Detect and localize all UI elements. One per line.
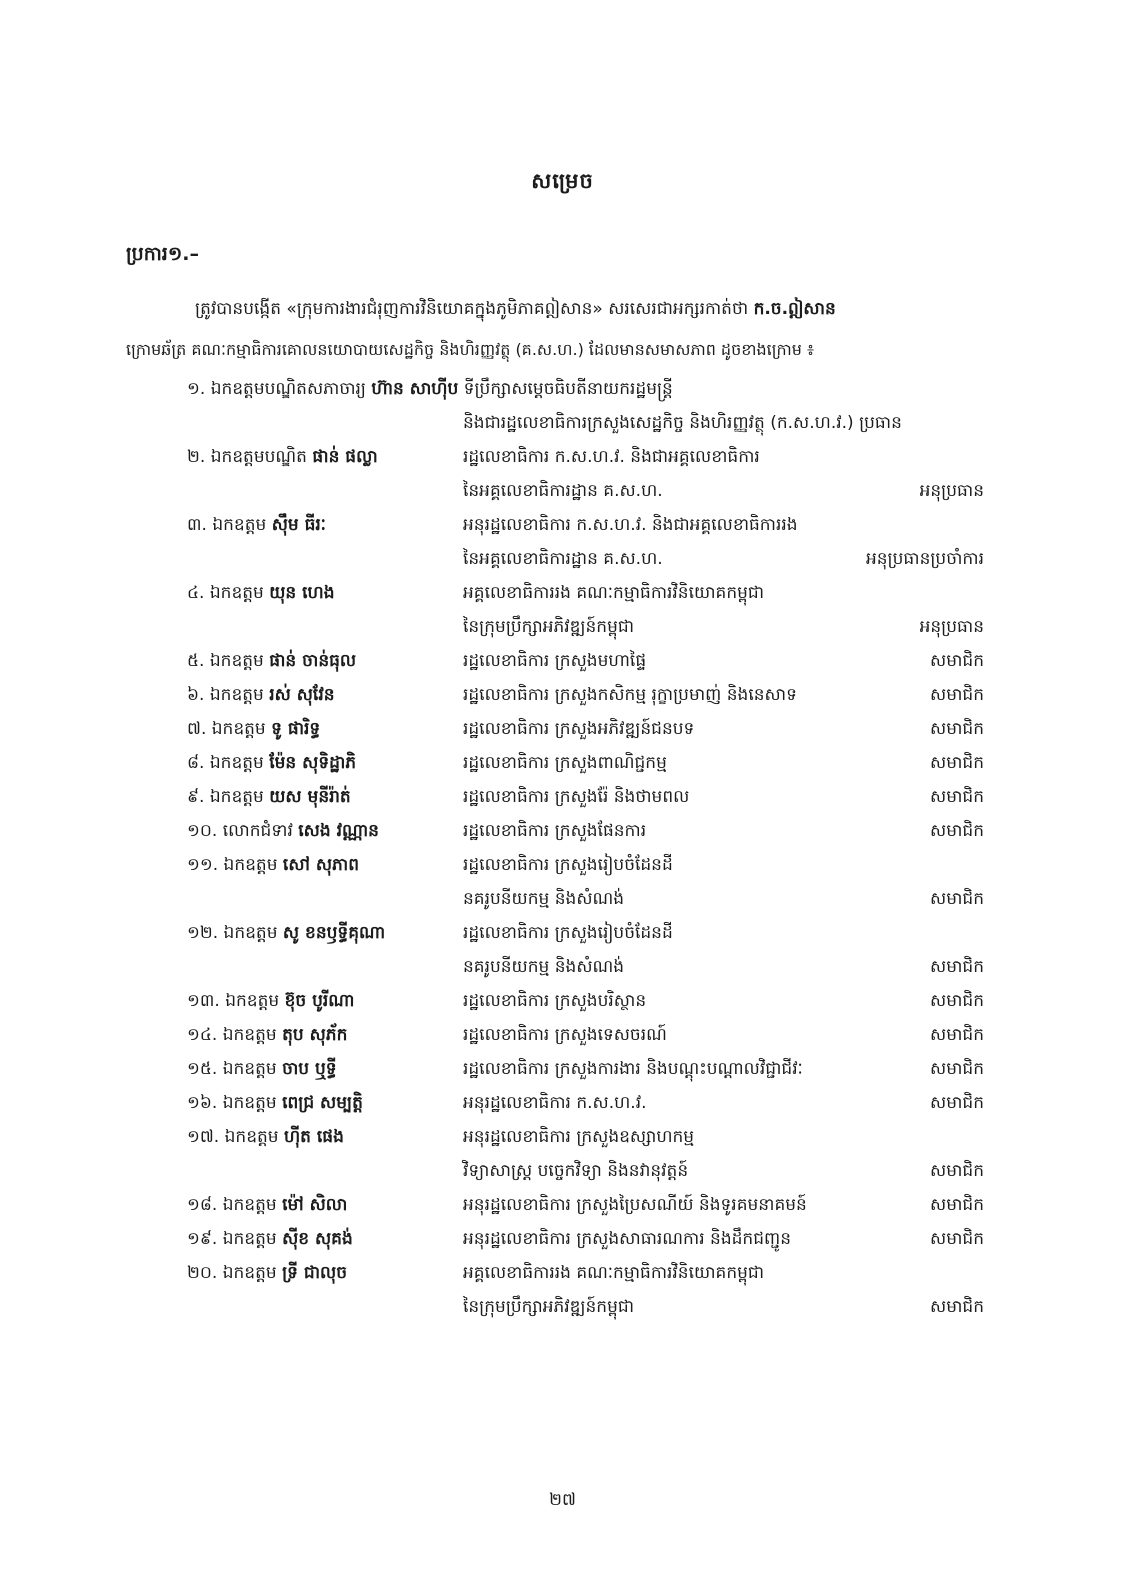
intro-abbreviation: ក.ច.ឦសាន	[753, 299, 836, 319]
member-row	[0, 1256, 1125, 1290]
member-row-continued	[0, 882, 1125, 916]
member-row-continued	[0, 406, 1125, 440]
member-row	[0, 814, 1125, 848]
member-title: ឯកឧត្តម	[209, 583, 264, 603]
member-title: ឯកឧត្តម	[209, 787, 264, 807]
member-row	[0, 712, 1125, 746]
member-title: លោកជំទាវ	[222, 821, 293, 841]
member-name: ផាន់ ផល្លា	[312, 447, 378, 467]
member-position: រដ្ឋលេខាធិការ ក្រសួងអភិវឌ្ឍន៍ជនបទ	[463, 719, 695, 739]
member-title: ឯកឧត្តម	[209, 651, 264, 671]
member-role: សមាជិក	[930, 1059, 984, 1079]
member-number: ៦.	[187, 685, 205, 705]
member-heading	[187, 372, 673, 406]
member-role: សមាជិក	[930, 821, 984, 841]
member-name: ស៊ីខ សុគង់	[282, 1229, 353, 1249]
member-heading	[187, 984, 354, 1018]
member-position: រដ្ឋលេខាធិការ ក្រសួងទេសចរណ៍	[463, 1025, 667, 1045]
member-row-continued	[0, 610, 1125, 644]
member-position: រដ្ឋលេខាធិការ ក្រសួងរៀបចំដែនដី	[463, 855, 673, 875]
member-name: ហ៊ាន សាហ៊ីប	[371, 379, 459, 399]
member-number: ១២.	[187, 923, 219, 943]
member-position: រដ្ឋលេខាធិការ ក្រសួងមហាផ្ទៃ	[463, 651, 647, 671]
member-name: យុន ហេង	[269, 583, 335, 603]
member-heading	[187, 1120, 344, 1154]
member-heading	[187, 746, 356, 780]
member-title: ឯកឧត្តម	[222, 1229, 277, 1249]
member-position: អនុរដ្ឋលេខាធិការ ក.ស.ហ.វ.	[463, 1093, 647, 1113]
member-role: អនុប្រធានប្រចាំការ	[865, 549, 984, 569]
member-heading	[187, 678, 335, 712]
member-row	[0, 644, 1125, 678]
member-role: សមាជិក	[930, 1161, 984, 1181]
member-row-continued	[0, 1154, 1125, 1188]
member-name: ទូ ផារិទ្ធ	[271, 719, 321, 739]
member-heading	[187, 712, 320, 746]
member-row	[0, 1222, 1125, 1256]
member-number: ២.	[187, 447, 206, 467]
member-row	[0, 984, 1125, 1018]
member-heading	[187, 1052, 337, 1086]
member-row-continued	[0, 950, 1125, 984]
member-number: ២០.	[187, 1263, 218, 1283]
member-title: ឯកឧត្តម	[225, 991, 280, 1011]
member-title: ឯកឧត្តម	[223, 855, 278, 875]
member-position: អគ្គលេខាធិការរង គណៈកម្មាធិការវិនិយោគកម្ពុជា	[463, 583, 765, 603]
member-row	[0, 746, 1125, 780]
member-heading	[187, 916, 385, 950]
member-number: ១៥.	[187, 1059, 218, 1079]
member-role: សមាជិក	[930, 719, 984, 739]
member-position-continued: វិទ្យាសាស្ត្រ បច្ចេកវិទ្យា និងនវានុវត្តន៍	[463, 1161, 689, 1181]
member-number: ៧.	[187, 719, 207, 739]
member-heading	[187, 848, 359, 882]
member-name: រស់ សុវែន	[269, 685, 335, 705]
member-position-continued: នៃអគ្គលេខាធិការដ្ឋាន គ.ស.ហ.	[463, 481, 663, 501]
member-number: ១៩.	[187, 1229, 218, 1249]
member-title: ឯកឧត្តម	[222, 1093, 277, 1113]
member-title: ឯកឧត្តម	[223, 923, 278, 943]
page-number: ២៧	[549, 1490, 576, 1510]
member-row	[0, 508, 1125, 542]
member-title: ឯកឧត្តម	[224, 1127, 279, 1147]
member-row-continued	[0, 1290, 1125, 1324]
member-role: សមាជិក	[930, 1229, 984, 1249]
member-name: ផាន់ ចាន់ធុល	[269, 651, 357, 671]
member-number: ៨.	[187, 753, 205, 773]
member-title: ឯកឧត្តម	[222, 1059, 277, 1079]
member-role: អនុប្រធាន	[919, 617, 984, 637]
member-heading	[187, 508, 326, 542]
member-name: ម៉ែន សុទិដ្ឋាភិ	[269, 753, 357, 773]
member-position: អនុរដ្ឋលេខាធិការ ក្រសួងឧស្សាហកម្ម	[463, 1127, 695, 1147]
member-title: ឯកឧត្តម	[222, 1263, 277, 1283]
member-position: រដ្ឋលេខាធិការ ក្រសួងរ៉ែ និងថាមពល	[463, 787, 690, 807]
member-number: ១៤.	[187, 1025, 218, 1045]
member-role: សមាជិក	[930, 889, 984, 909]
member-heading	[187, 1222, 353, 1256]
member-heading	[187, 1018, 347, 1052]
member-heading	[187, 440, 378, 474]
article-label: ប្រការ១.–	[126, 243, 199, 265]
member-name: ចាប ឬទ្ធី	[282, 1059, 337, 1079]
member-row	[0, 916, 1125, 950]
member-role: សមាជិក	[930, 1297, 984, 1317]
member-position-continued: នៃក្រុមប្រឹក្សាអភិវឌ្ឍន៍កម្ពុជា	[463, 1297, 635, 1317]
member-role: សមាជិក	[930, 651, 984, 671]
member-row	[0, 678, 1125, 712]
member-title: ឯកឧត្តម	[222, 1195, 277, 1215]
member-number: ១.	[187, 379, 206, 399]
member-title: ឯកឧត្តម	[209, 753, 264, 773]
member-position: អនុរដ្ឋលេខាធិការ ក្រសួងប្រៃសណីយ៍ និងទូរគមនាគមន៍	[463, 1195, 807, 1215]
member-row	[0, 848, 1125, 882]
member-title: ឯកឧត្តមបណ្ឌិតសភាចារ្យ	[210, 379, 366, 399]
member-position-continued: នគរូបនីយកម្ម និងសំណង់	[463, 957, 625, 977]
member-heading	[187, 1086, 363, 1120]
intro-line-2: ក្រោមឆ័ត្រ គណៈកម្មាធិការគោលនយោបាយសេដ្ឋកិច្ច និងហិរញ្ញវត្ថុ (គ.ស.ហ.) ដែលមានសមាសភាព ដូចខាងក្រោម ៖	[126, 340, 814, 359]
member-name: យស មុនីរ៉ាត់	[269, 787, 351, 807]
member-role: សមាជិក	[930, 1093, 984, 1113]
member-row-continued	[0, 474, 1125, 508]
member-title: ឯកឧត្តម	[212, 515, 267, 535]
member-number: ៣.	[187, 515, 207, 535]
intro-lead: ត្រូវបានបង្កើត «ក្រុមការងារជំរុញការវិនិយោគក្នុងភូមិភាគឦសាន» សរសេរជាអក្សរកាត់ថា	[195, 299, 749, 319]
member-name: ទ្រី ជាលុច	[282, 1263, 348, 1283]
member-row	[0, 1018, 1125, 1052]
member-row	[0, 372, 1125, 406]
member-number: ៤.	[187, 583, 205, 603]
member-role: សមាជិក	[930, 787, 984, 807]
member-name: សៅ សុភាព	[282, 855, 359, 875]
member-heading	[187, 644, 356, 678]
member-position: រដ្ឋលេខាធិការ ក្រសួងពាណិជ្ជកម្ម	[463, 753, 667, 773]
member-number: ១៣.	[187, 991, 220, 1011]
member-heading	[187, 780, 351, 814]
member-role: អនុប្រធាន	[919, 481, 984, 501]
member-position-continued: និងជារដ្ឋលេខាធិការក្រសួងសេដ្ឋកិច្ច និងហិរញ្ញវត្ថុ (ក.ស.ហ.វ.) ប្រធាន	[463, 413, 902, 433]
member-name: ម៉ៅ សិលា	[282, 1195, 348, 1215]
member-position: អនុរដ្ឋលេខាធិការ ក្រសួងសាធារណការ និងដឹកជញ្ជូន	[463, 1229, 791, 1249]
member-list	[0, 372, 1125, 1324]
member-role: សមាជិក	[930, 1195, 984, 1215]
member-role: សមាជិក	[930, 957, 984, 977]
member-heading	[187, 1188, 347, 1222]
member-heading	[187, 1256, 347, 1290]
member-number: ១៧.	[187, 1127, 220, 1147]
decision-heading: សម្រេច	[531, 169, 594, 193]
member-position: រដ្ឋលេខាធិការ ក្រសួងផែនការ	[463, 821, 647, 841]
member-heading	[187, 814, 379, 848]
member-position: រដ្ឋលេខាធិការ ក្រសួងរៀបចំដែនដី	[463, 923, 673, 943]
member-name: សេង វណ្ណាន	[298, 821, 379, 841]
member-heading	[187, 576, 335, 610]
member-number: ១៨.	[187, 1195, 218, 1215]
member-row	[0, 1120, 1125, 1154]
member-number: ៥.	[187, 651, 205, 671]
member-title: ឯកឧត្តម	[209, 685, 264, 705]
member-name: ខ៊ុច បូរីណា	[284, 991, 355, 1011]
member-number: ១៦.	[187, 1093, 218, 1113]
member-number: ៩.	[187, 787, 205, 807]
member-name: ហ៊ីត ផេង	[284, 1127, 344, 1147]
member-row	[0, 1086, 1125, 1120]
member-role: សមាជិក	[930, 991, 984, 1011]
member-position: អនុរដ្ឋលេខាធិការ ក.ស.ហ.វ. និងជាអគ្គលេខាធិការរង	[463, 515, 798, 535]
member-title: ឯកឧត្តម	[222, 1025, 277, 1045]
member-position-continued: នៃអគ្គលេខាធិការដ្ឋាន គ.ស.ហ.	[463, 549, 663, 569]
member-name: សូ ខនឫទ្ធីគុណា	[282, 923, 386, 943]
member-row	[0, 1052, 1125, 1086]
member-row	[0, 780, 1125, 814]
member-title: ឯកឧត្តម	[211, 719, 266, 739]
member-role: សមាជិក	[930, 753, 984, 773]
member-number: ១០.	[187, 821, 218, 841]
intro-line-1	[195, 298, 995, 323]
member-position: ទីប្រឹក្សាសម្ដេចធិបតីនាយករដ្ឋមន្ត្រី	[463, 379, 673, 399]
member-role: សមាជិក	[930, 685, 984, 705]
member-role: សមាជិក	[930, 1025, 984, 1045]
member-position-continued: នៃក្រុមប្រឹក្សាអភិវឌ្ឍន៍កម្ពុជា	[463, 617, 635, 637]
member-position: រដ្ឋលេខាធិការ ក្រសួងកសិកម្ម រុក្ខាប្រមាញ់ និងនេសាទ	[463, 685, 797, 705]
member-position: រដ្ឋលេខាធិការ ក្រសួងការងារ និងបណ្តុះបណ្តាលវិជ្ជាជីវៈ	[463, 1059, 803, 1079]
member-position: រដ្ឋលេខាធិការ ក.ស.ហ.វ. និងជាអគ្គលេខាធិការ	[463, 447, 760, 467]
member-row	[0, 440, 1125, 474]
member-row-continued	[0, 542, 1125, 576]
member-position: រដ្ឋលេខាធិការ ក្រសួងបរិស្ថាន	[463, 991, 647, 1011]
member-name: ស៊ឹម ធីរៈ	[271, 515, 326, 535]
member-row	[0, 1188, 1125, 1222]
member-number: ១១.	[187, 855, 219, 875]
member-position-continued: នគរូបនីយកម្ម និងសំណង់	[463, 889, 625, 909]
member-title: ឯកឧត្តមបណ្ឌិត	[210, 447, 307, 467]
member-row	[0, 576, 1125, 610]
member-name: ពេជ្រ សម្បត្តិ	[282, 1093, 363, 1113]
member-name: តុប សុភ័ក	[282, 1025, 348, 1045]
member-position: អគ្គលេខាធិការរង គណៈកម្មាធិការវិនិយោគកម្ពុជា	[463, 1263, 765, 1283]
